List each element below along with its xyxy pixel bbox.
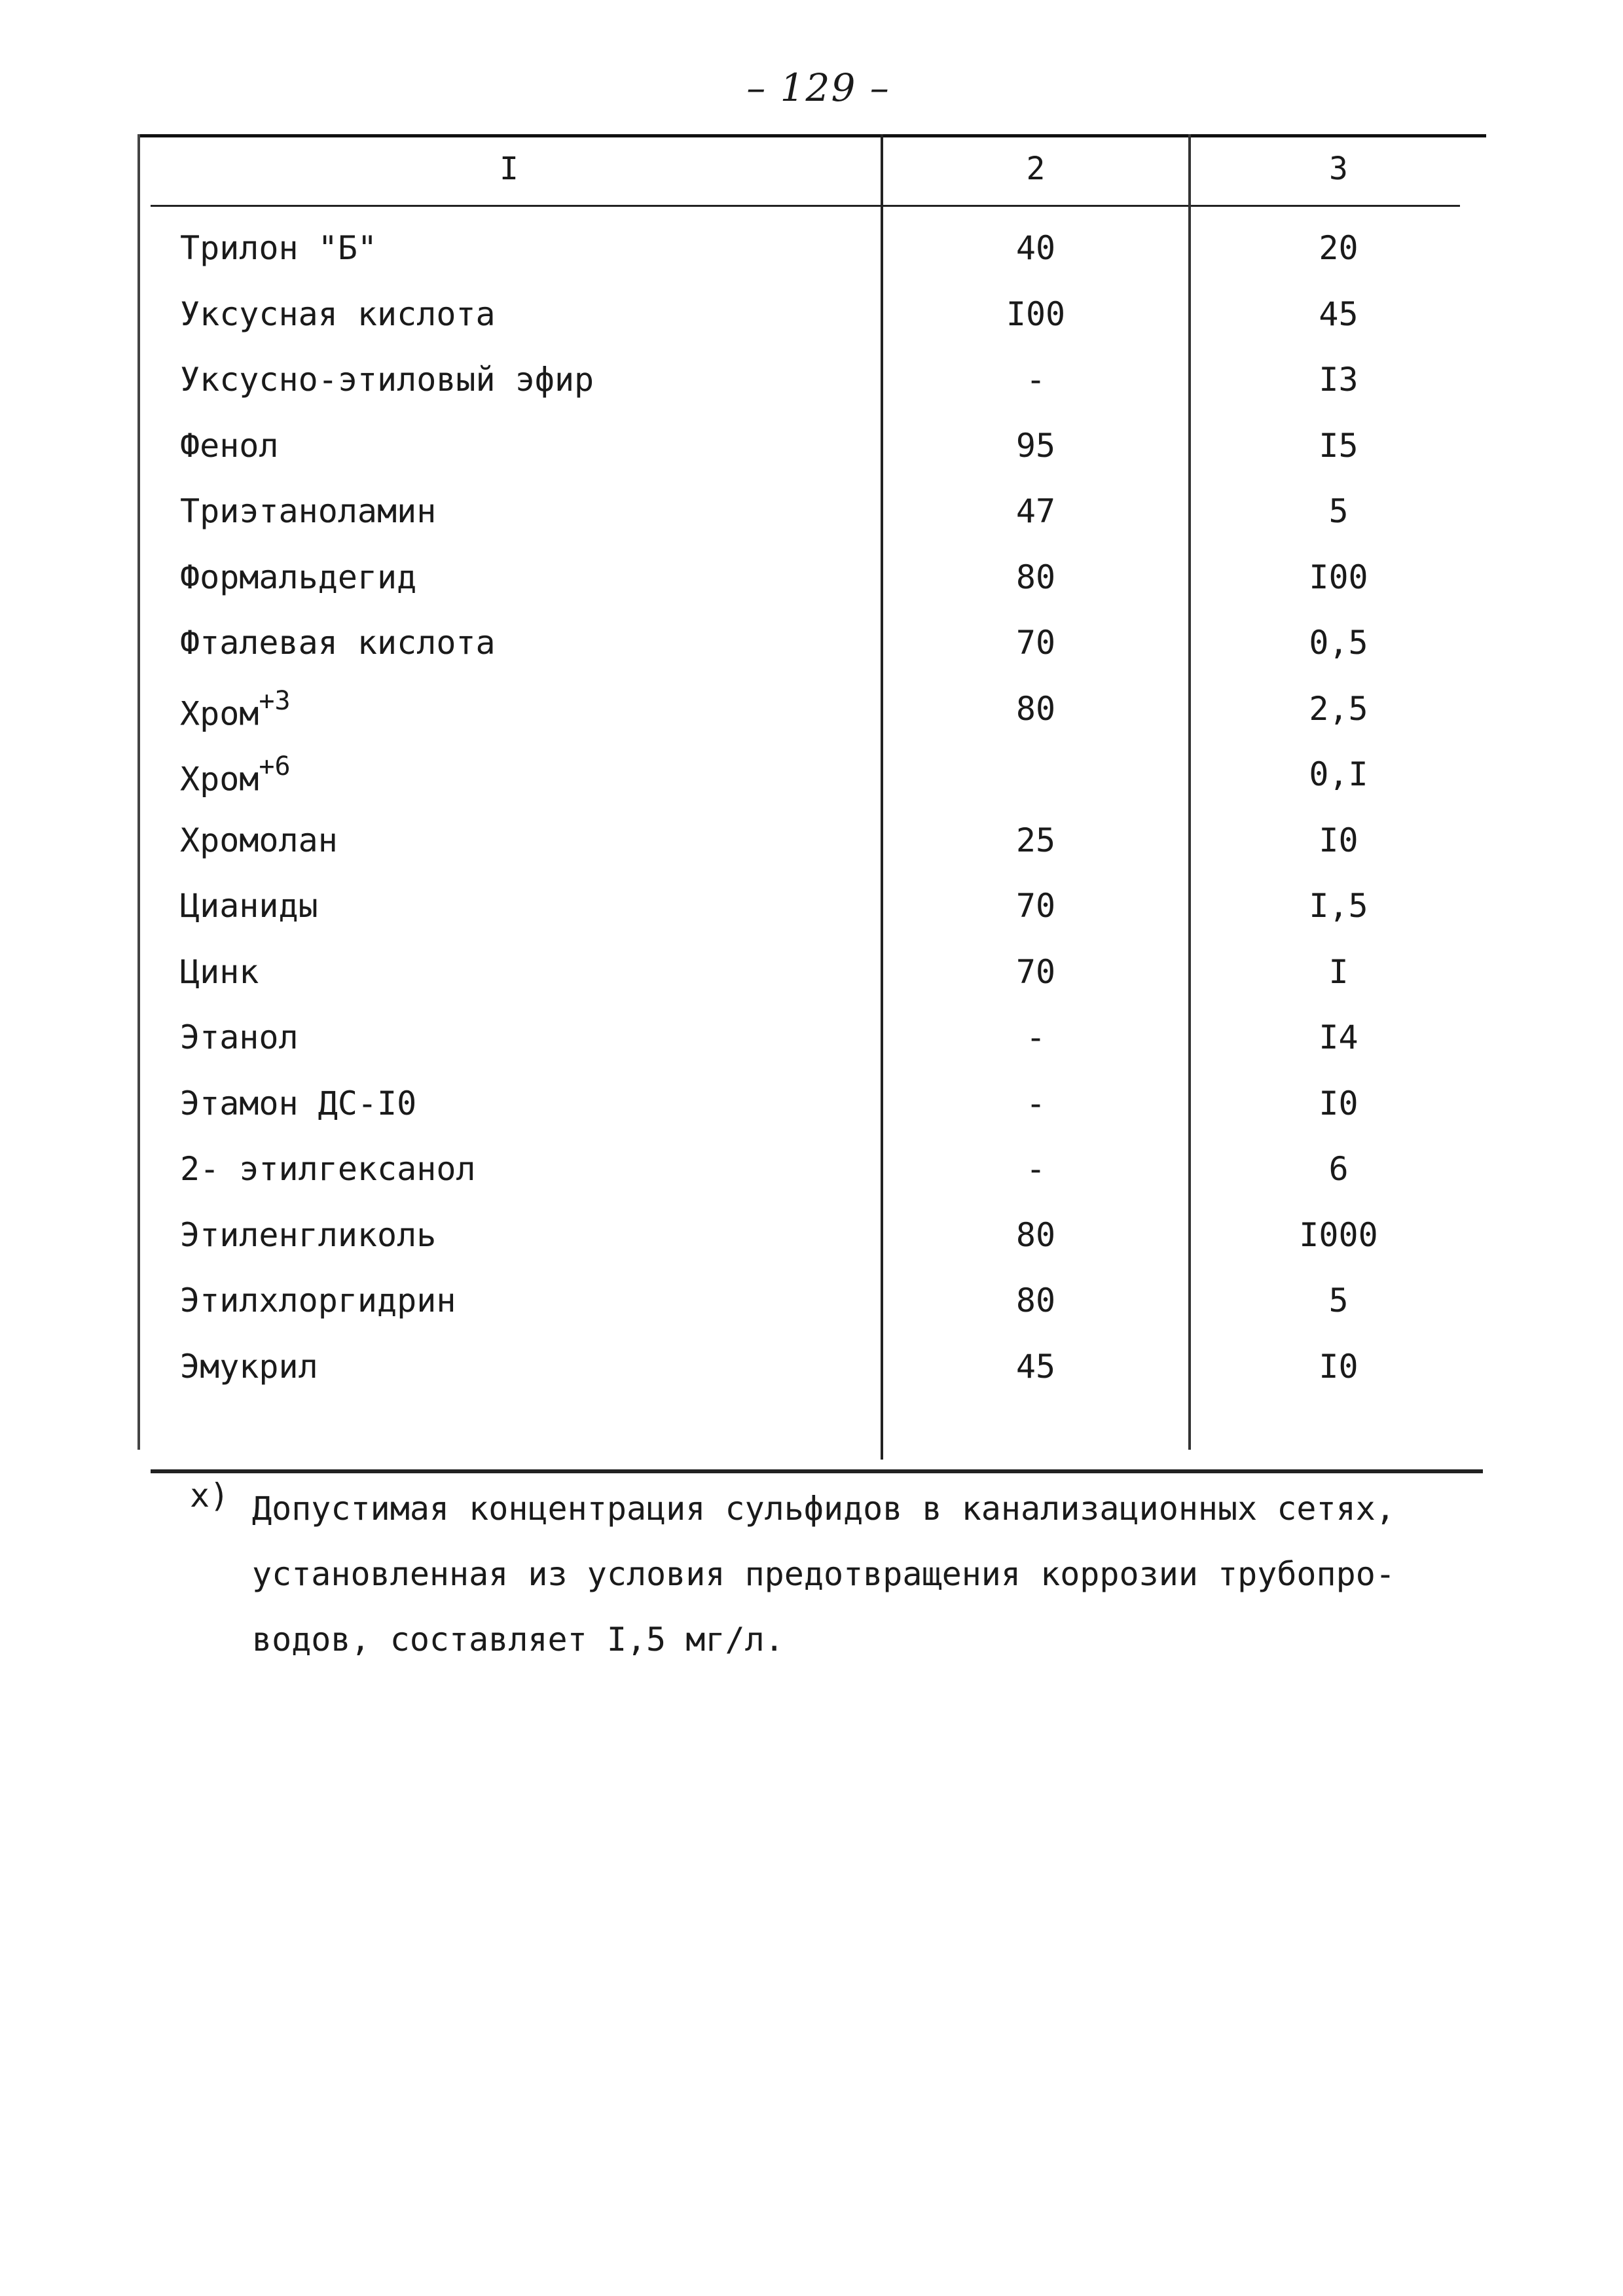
substance-name-text: Триэтаноламин <box>180 492 437 530</box>
column-2-value: 95 <box>1015 427 1056 465</box>
substance-name <box>180 558 416 596</box>
column-3-value: I000 <box>1299 1216 1378 1254</box>
table-row <box>137 751 1486 808</box>
substance-name-text: Фталевая кислота <box>180 624 496 662</box>
column-3-value: I0 <box>1319 1348 1359 1386</box>
substance-name <box>180 427 279 465</box>
column-3-value: 5 <box>1328 1282 1349 1319</box>
column-3-value: I3 <box>1319 361 1359 399</box>
column-3-value: I0 <box>1319 1085 1359 1122</box>
table-row <box>137 1085 1486 1137</box>
table-row <box>137 887 1486 939</box>
substance-name <box>180 953 259 991</box>
table-row <box>137 953 1486 1005</box>
column-2-value: - <box>1025 361 1046 399</box>
substance-table <box>137 134 1486 1469</box>
oxidation-state: +3 <box>259 686 291 716</box>
table-row <box>137 624 1486 676</box>
column-header-3: 3 <box>1329 151 1348 187</box>
table-row <box>137 229 1486 281</box>
table-row <box>137 558 1486 611</box>
substance-name <box>180 1348 318 1386</box>
substance-name-text: Этилхлоргидрин <box>180 1282 456 1319</box>
column-2-value: - <box>1025 1085 1046 1122</box>
substance-name-text: Формальдегид <box>180 558 417 596</box>
substance-name <box>180 751 291 798</box>
table-row <box>137 1348 1486 1400</box>
substance-name-text: Этамон ДС-I0 <box>180 1085 417 1122</box>
column-3-value: I <box>1328 953 1349 991</box>
footnote-line-1: Допустимая концентрация сульфидов в канализационных сетях, <box>252 1490 1395 1528</box>
column-3-value: 0,5 <box>1309 624 1368 662</box>
oxidation-state: +6 <box>259 751 291 781</box>
substance-name-text: Уксусно-этиловый эфир <box>180 361 594 399</box>
substance-name-text: Трилон "Б" <box>180 229 378 267</box>
substance-name <box>180 229 377 267</box>
table-row <box>137 686 1486 742</box>
table-row <box>137 1216 1486 1268</box>
table-row <box>137 1282 1486 1334</box>
substance-name-text: Цианиды <box>180 887 318 925</box>
column-3-value: I5 <box>1319 427 1359 465</box>
table-header-rule <box>151 205 1460 207</box>
substance-name <box>180 295 496 333</box>
footnote <box>190 1476 1434 1672</box>
substance-name-text: Этанол <box>180 1018 299 1056</box>
column-3-value: I0 <box>1319 821 1359 859</box>
column-2-value: 47 <box>1015 492 1056 530</box>
table-bottom-rule <box>151 1469 1483 1473</box>
table-row <box>137 361 1486 413</box>
footnote-line-2: установленная из условия предотвращения коррозии трубопро- <box>252 1555 1395 1593</box>
column-2-value: 40 <box>1015 229 1056 267</box>
column-header-1: I <box>500 151 519 187</box>
substance-name-text: Фенол <box>180 427 279 465</box>
column-2-value: 80 <box>1015 1282 1056 1319</box>
column-2-value: - <box>1025 1018 1046 1056</box>
table-row <box>137 1150 1486 1202</box>
table-row <box>137 1018 1486 1071</box>
column-2-value: 80 <box>1015 1216 1056 1254</box>
column-3-value: I,5 <box>1309 887 1368 925</box>
substance-name <box>180 1282 456 1319</box>
column-2-value: 25 <box>1015 821 1056 859</box>
substance-name <box>180 624 496 662</box>
column-3-value: 20 <box>1319 229 1359 267</box>
column-2-value: 80 <box>1015 690 1056 728</box>
substance-name-text: Этиленгликоль <box>180 1216 437 1254</box>
column-3-value: 5 <box>1328 492 1349 530</box>
page-number: – 129 – <box>746 65 890 110</box>
table-top-rule <box>137 134 1486 137</box>
substance-name <box>180 492 436 530</box>
table-row <box>137 492 1486 545</box>
column-3-value: I4 <box>1319 1018 1359 1056</box>
column-3-value: 45 <box>1319 295 1359 333</box>
column-3-value: 6 <box>1328 1150 1349 1188</box>
column-2-value: I00 <box>1006 295 1066 333</box>
column-2-value: 45 <box>1015 1348 1056 1386</box>
column-2-value: 70 <box>1015 887 1056 925</box>
substance-name-text: Уксусная кислота <box>180 295 496 333</box>
substance-name <box>180 686 291 733</box>
substance-name <box>180 1085 416 1122</box>
substance-name <box>180 361 594 399</box>
substance-name <box>180 821 338 859</box>
substance-name-text: Хром <box>180 760 259 798</box>
substance-name-text: 2- этилгексанол <box>180 1150 476 1188</box>
substance-name-text: Хром <box>180 694 259 733</box>
column-3-value: 0,I <box>1309 755 1368 793</box>
substance-name-text: Цинк <box>180 953 259 991</box>
table-row <box>137 427 1486 479</box>
substance-name-text: Хромолан <box>180 821 338 859</box>
substance-name-text: Эмукрил <box>180 1348 318 1386</box>
column-header-2: 2 <box>1026 151 1046 187</box>
column-2-value: 70 <box>1015 953 1056 991</box>
column-2-value: 70 <box>1015 624 1056 662</box>
table-row <box>137 295 1486 348</box>
substance-name <box>180 1216 436 1254</box>
column-3-value: 2,5 <box>1309 690 1368 728</box>
table-row <box>137 821 1486 874</box>
column-3-value: I00 <box>1309 558 1368 596</box>
substance-name <box>180 1150 476 1188</box>
substance-name <box>180 1018 299 1056</box>
substance-name <box>180 887 318 925</box>
column-2-value: - <box>1025 1150 1046 1188</box>
footnote-line-3: водов, составляет I,5 мг/л. <box>252 1621 784 1659</box>
footnote-mark: x) <box>190 1477 230 1515</box>
column-2-value: 80 <box>1015 558 1056 596</box>
